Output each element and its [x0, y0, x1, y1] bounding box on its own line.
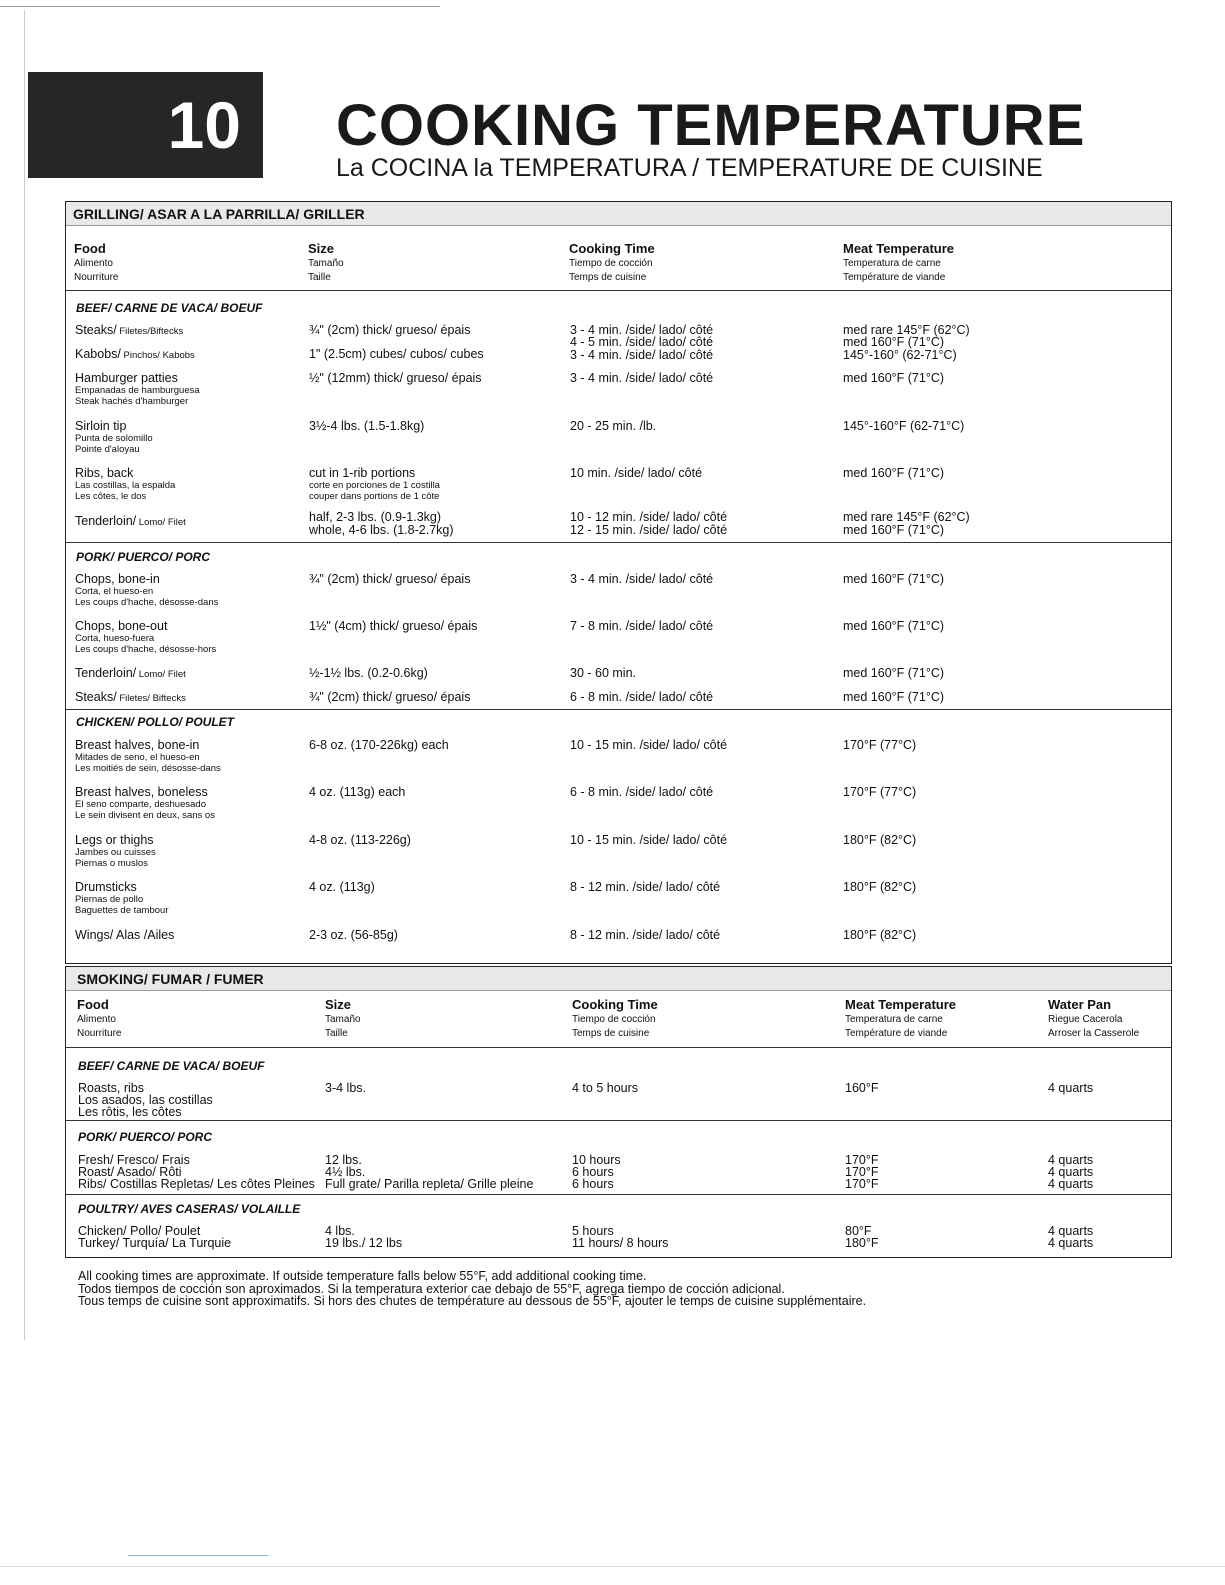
size-cell: 4 oz. (113g) — [309, 880, 375, 894]
divider — [66, 1047, 1171, 1048]
meat-cell: 170°F 170°F 170°F — [845, 1153, 879, 1191]
section-chicken: CHICKEN/ POLLO/ POULET — [76, 715, 235, 729]
food-cell: Breast halves, bone-in Mitades de seno, el hueso-en Les moitiés de sein, désosse-dans — [75, 738, 221, 774]
time-cell: 10 min. /side/ lado/ côté — [570, 466, 703, 480]
smoke-col-size — [325, 997, 361, 1041]
time-cell: 10 - 15 min. /side/ lado/ côté — [570, 738, 728, 752]
divider — [66, 1194, 1171, 1195]
col-label-fr: Taille — [308, 272, 331, 283]
time-cell: 20 - 25 min. /lb. — [570, 419, 657, 433]
col-label: Meat Temperature — [845, 997, 957, 1012]
col-label: Food — [74, 241, 106, 256]
food-cell: Roasts, ribs Los asados, las costillas Les rôtis, les côtes — [78, 1081, 213, 1119]
food-cell: Steaks/ Filetes/Biftecks — [75, 323, 184, 337]
time-cell: 8 - 12 min. /side/ lado/ côté — [570, 928, 721, 942]
size-cell: ½" (12mm) thick/ grueso/ épais — [309, 371, 482, 385]
size-cell: 4-8 oz. (113-226g) — [309, 833, 411, 847]
size-cell: 6-8 oz. (170-226kg) each — [309, 738, 449, 752]
col-label-es: Temperatura de carne — [843, 258, 941, 269]
size-cell: 12 lbs. 4½ lbs. Full grate/ Parilla repleta/ Grille pleine — [325, 1153, 534, 1191]
col-label-fr: Température de viande — [845, 1028, 948, 1039]
col-label-fr: Temps de cuisine — [572, 1028, 650, 1039]
page-number-badge — [28, 72, 263, 178]
size-cell: ¾" (2cm) thick/ grueso/ épais — [309, 572, 471, 586]
col-label-es: Riegue Cacerola — [1048, 1014, 1123, 1025]
size-cell: 1" (2.5cm) cubes/ cubos/ cubes — [309, 347, 484, 361]
size-cell: ¾" (2cm) thick/ grueso/ épais — [309, 323, 471, 337]
col-label-es: Tiempo de cocción — [572, 1014, 656, 1025]
col-label: Size — [308, 241, 335, 256]
grill-col-meat — [843, 241, 954, 285]
col-label-es: Alimento — [74, 258, 113, 269]
time-cell: 3 - 4 min. /side/ lado/ côté — [570, 572, 714, 586]
smoke-col-water — [1048, 997, 1139, 1041]
size-cell: 2-3 oz. (56-85g) — [309, 928, 398, 942]
col-label-es: Alimento — [77, 1014, 116, 1025]
size-cell: 1½" (4cm) thick/ grueso/ épais — [309, 619, 478, 633]
meat-cell: med 160°F (71°C) — [843, 572, 945, 586]
meat-cell: 180°F (82°C) — [843, 880, 917, 894]
size-cell: 3-4 lbs. — [325, 1081, 366, 1095]
time-cell: 30 - 60 min. — [570, 666, 637, 680]
section-pork: PORK/ PUERCO/ PORC — [78, 1130, 213, 1144]
page-title: COOKING TEMPERATURE — [336, 93, 1086, 158]
meat-cell: med rare 145°F (62°C) med 160°F (71°C) — [843, 510, 970, 537]
water-cell: 4 quarts — [1048, 1081, 1094, 1095]
food-cell: Chops, bone-out Corta, hueso-fuera Les coups d'hache, désosse-hors — [75, 619, 217, 655]
smoking-table — [65, 966, 1172, 1258]
water-cell: 4 quarts 4 quarts — [1048, 1224, 1094, 1250]
grilling-table — [65, 201, 1172, 964]
scan-bottom-line — [0, 1566, 1225, 1567]
scan-footer-mark — [128, 1555, 268, 1556]
col-label-fr: Temps de cuisine — [569, 272, 647, 283]
smoke-col-meat — [845, 997, 956, 1041]
col-label-fr: Température de viande — [843, 272, 946, 283]
meat-cell: med 160°F (71°C) — [843, 690, 945, 704]
time-cell: 10 - 15 min. /side/ lado/ côté — [570, 833, 728, 847]
page-number: 10 — [167, 88, 241, 162]
size-cell: 3½-4 lbs. (1.5-1.8kg) — [309, 419, 425, 433]
meat-cell: med 160°F (71°C) — [843, 371, 945, 385]
divider — [66, 1120, 1171, 1121]
footnote-en: All cooking times are approximate. If outside temperature falls below 55°F, add additional cooking time. — [78, 1269, 647, 1283]
col-label: Meat Temperature — [843, 241, 955, 256]
section-beef: BEEF/ CARNE DE VACA/ BOEUF — [78, 1059, 265, 1073]
meat-cell: 170°F (77°C) — [843, 785, 917, 799]
food-cell: Tenderloin/ Lomo/ Filet — [75, 666, 186, 680]
col-label-es: Tiempo de cocción — [569, 258, 653, 269]
meat-cell: med 160°F (71°C) — [843, 666, 945, 680]
meat-cell: med rare 145°F (62°C) — [843, 323, 970, 337]
col-label-es: Tamaño — [308, 258, 344, 269]
time-cell: 5 hours 11 hours/ 8 hours — [572, 1224, 669, 1250]
time-cell: 6 - 8 min. /side/ lado/ côté — [570, 690, 714, 704]
food-cell: Chops, bone-in Corta, el hueso-en Les coups d'hache, désosse-dans — [75, 572, 219, 608]
size-cell: half, 2-3 lbs. (0.9-1.3kg) whole, 4-6 lbs. (1.8-2.7kg) — [309, 510, 454, 537]
food-cell: Ribs, back Las costillas, la espalda Les côtes, le dos — [75, 466, 176, 502]
meat-cell: 180°F (82°C) — [843, 928, 917, 942]
smoke-col-food — [77, 997, 121, 1041]
meat-cell: 160°F — [845, 1081, 879, 1095]
food-cell: Hamburger patties Empanadas de hamburguesa Steak hachés d'hamburger — [75, 371, 200, 407]
footnote — [78, 1270, 866, 1308]
time-cell: 4 to 5 hours — [572, 1081, 639, 1095]
food-cell: Legs or thighs Jambes ou cuisses Piernas o muslos — [75, 833, 156, 869]
meat-cell: med 160°F (71°C) — [843, 619, 945, 633]
food-cell: Tenderloin/ Lomo/ Filet — [75, 514, 186, 528]
time-cell: 4 - 5 min. /side/ lado/ côté 3 - 4 min. /side/ lado/ côté — [570, 335, 714, 362]
time-cell: 3 - 4 min. /side/ lado/ côté — [570, 323, 714, 337]
food-cell: Sirloin tip Punta de solomillo Pointe d'aloyau — [75, 419, 153, 455]
grill-col-time — [569, 241, 655, 285]
time-cell: 3 - 4 min. /side/ lado/ côté — [570, 371, 714, 385]
smoke-col-time — [572, 997, 658, 1041]
food-cell: Steaks/ Filetes/ Biftecks — [75, 690, 186, 704]
scan-edge-line — [0, 6, 440, 7]
col-label-fr: Arroser la Casserole — [1048, 1028, 1140, 1039]
grilling-heading: GRILLING/ ASAR A LA PARRILLA/ GRILLER — [66, 202, 1171, 226]
food-cell: Wings/ Alas /Ailes — [75, 928, 175, 942]
meat-cell: 80°F 180°F — [845, 1224, 879, 1250]
food-cell: Fresh/ Fresco/ Frais Roast/ Asado/ Rôti Ribs/ Costillas Repletas/ Les côtes Pleines — [78, 1153, 315, 1191]
col-label: Water Pan — [1048, 997, 1112, 1012]
divider — [66, 290, 1171, 291]
size-cell: ½-1½ lbs. (0.2-0.6kg) — [309, 666, 428, 680]
size-cell: 4 lbs. 19 lbs./ 12 lbs — [325, 1224, 403, 1250]
col-label: Cooking Time — [572, 997, 658, 1012]
section-pork: PORK/ PUERCO/ PORC — [76, 550, 211, 564]
col-label-es: Temperatura de carne — [845, 1014, 943, 1025]
page-subtitle: La COCINA la TEMPERATURA / TEMPERATURE DE CUISINE — [336, 154, 1043, 182]
time-cell: 10 - 12 min. /side/ lado/ côté 12 - 15 min. /side/ lado/ côté — [570, 510, 728, 537]
time-cell: 7 - 8 min. /side/ lado/ côté — [570, 619, 714, 633]
food-cell: Breast halves, boneless El seno comparte, deshuesado Le sein divisent en deux, sans os — [75, 785, 215, 821]
meat-cell: med 160°F (71°C) — [843, 466, 945, 480]
food-cell: Drumsticks Piernas de pollo Baguettes de tambour — [75, 880, 169, 916]
col-label-fr: Nourriture — [77, 1028, 122, 1039]
meat-cell: 170°F (77°C) — [843, 738, 917, 752]
size-cell: cut in 1-rib portions corte en porciones de 1 costilla couper dans portions de 1 côte — [309, 466, 440, 502]
footnote-es: Todos tiempos de cocción son aproximados. Si la temperatura exterior cae debajo de 55°F, agrega tiempo de cocción adicional. — [78, 1281, 785, 1296]
meat-cell: 180°F (82°C) — [843, 833, 917, 847]
size-cell: ¾" (2cm) thick/ grueso/ épais — [309, 690, 471, 704]
grill-col-size — [308, 241, 344, 285]
col-label: Size — [325, 997, 352, 1012]
section-beef: BEEF/ CARNE DE VACA/ BOEUF — [76, 301, 263, 315]
col-label-fr: Taille — [325, 1028, 348, 1039]
food-cell: Chicken/ Pollo/ Poulet Turkey/ Turquía/ La Turquie — [78, 1224, 232, 1250]
col-label: Food — [77, 997, 109, 1012]
time-cell: 6 - 8 min. /side/ lado/ côté — [570, 785, 714, 799]
size-cell: 4 oz. (113g) each — [309, 785, 406, 799]
time-cell: 10 hours 6 hours 6 hours — [572, 1153, 621, 1191]
water-cell: 4 quarts 4 quarts 4 quarts — [1048, 1153, 1094, 1191]
scan-margin-line — [24, 10, 25, 1340]
time-cell: 8 - 12 min. /side/ lado/ côté — [570, 880, 721, 894]
meat-cell: 145°-160°F (62-71°C) — [843, 419, 965, 433]
col-label-es: Tamaño — [325, 1014, 361, 1025]
footnote-fr: Tous temps de cuisine sont approximatifs. Si hors des chutes de température au dessous de 55°F, ajouter le temps de cuisine supplémentaire. — [78, 1294, 867, 1308]
smoking-heading: SMOKING/ FUMAR / FUMER — [66, 967, 1171, 991]
meat-cell: med 160°F (71°C) 145°-160° (62-71°C) — [843, 335, 957, 362]
grill-col-food — [74, 241, 118, 285]
col-label: Cooking Time — [569, 241, 655, 256]
section-poultry: POULTRY/ AVES CASERAS/ VOLAILLE — [78, 1202, 301, 1216]
food-cell: Kabobs/ Pinchos/ Kabobs — [75, 347, 195, 361]
divider — [66, 542, 1171, 543]
divider — [66, 709, 1171, 710]
col-label-fr: Nourriture — [74, 272, 119, 283]
